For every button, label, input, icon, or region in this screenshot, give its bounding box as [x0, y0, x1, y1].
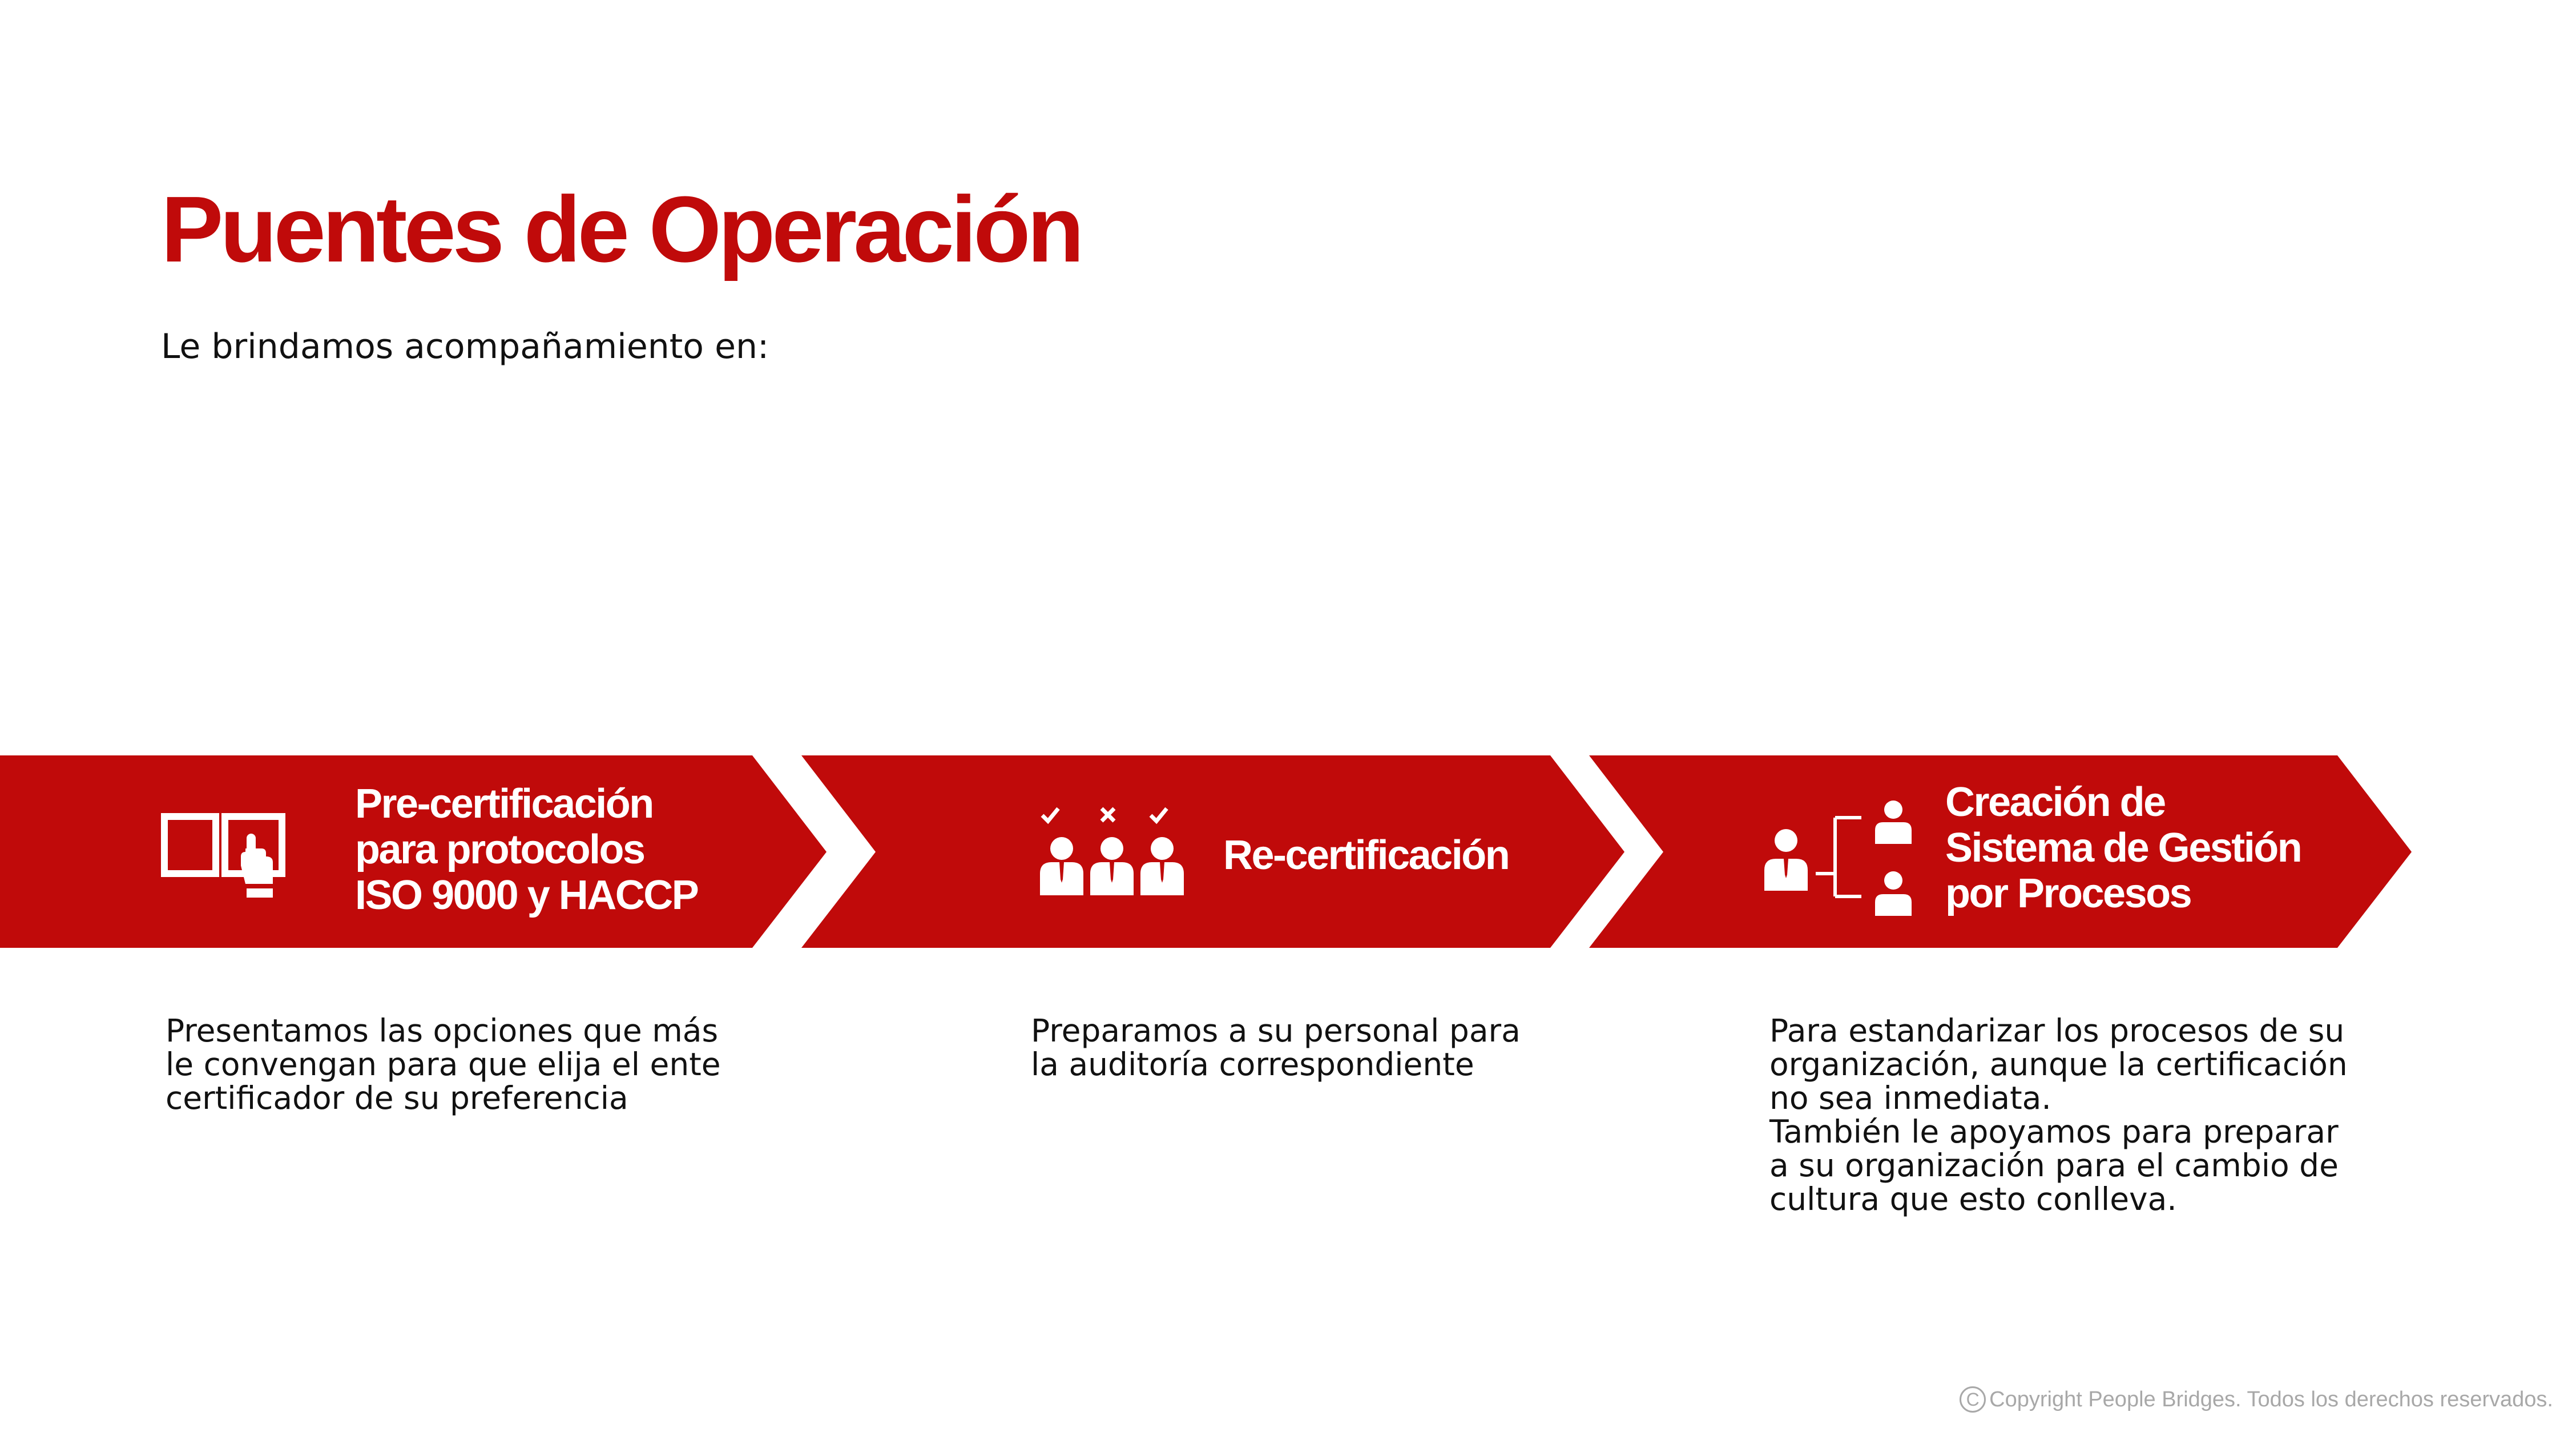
step-3-description-line-1: Para estandarizar los procesos de su — [1769, 1012, 2345, 1049]
step-1-description-line-1: Presentamos las opciones que más — [166, 1012, 719, 1049]
org-chart-icon — [1761, 795, 1921, 920]
step-1-description — [166, 1014, 721, 1115]
step-3-title — [1945, 779, 2301, 916]
step-3-description-line-6: cultura que esto conlleva. — [1769, 1181, 2177, 1217]
page-title: Puentes de Operación — [161, 177, 1081, 281]
step-1-title-line-1: Pre-certificación — [355, 781, 653, 827]
step-3-description-line-5: a su organización para el cambio de — [1769, 1147, 2339, 1184]
step-2-description — [1031, 1014, 1521, 1081]
touchscreen-icon — [161, 811, 287, 902]
step-3-title-line-3: por Procesos — [1945, 871, 2191, 916]
step-1-description-line-3: certificador de su preferencia — [166, 1080, 628, 1116]
step-1-title-line-3: ISO 9000 y HACCP — [355, 872, 698, 918]
step-1-title-line-2: para protocolos — [355, 827, 644, 872]
copyright-text: Copyright People Bridges. Todos los derechos reservados. — [1989, 1387, 2553, 1411]
step-3-description-line-2: organización, aunque la certificación — [1769, 1046, 2348, 1083]
step-1-description-line-2: le convengan para que elija el ente — [166, 1046, 721, 1083]
team-approval-icon — [1038, 799, 1188, 896]
step-2-title — [1223, 832, 1509, 878]
step-1-title — [355, 781, 698, 918]
step-2-description-line-1: Preparamos a su personal para — [1031, 1012, 1521, 1049]
step-3-description — [1769, 1014, 2348, 1216]
step-3-title-line-1: Creación de — [1945, 779, 2165, 825]
copyright-notice — [1960, 1386, 2553, 1413]
step-2-description-line-2: la auditoría correspondiente — [1031, 1046, 1474, 1083]
step-3-title-line-2: Sistema de Gestión — [1945, 825, 2301, 871]
step-2-title-line-1: Re-certificación — [1223, 832, 1509, 878]
step-3-description-line-4: También le apoyamos para preparar — [1769, 1113, 2339, 1150]
page-subtitle: Le brindamos acompañamiento en: — [161, 327, 769, 367]
step-3-description-line-3: no sea inmediata. — [1769, 1080, 2051, 1116]
copyright-icon: C — [1960, 1386, 1986, 1413]
